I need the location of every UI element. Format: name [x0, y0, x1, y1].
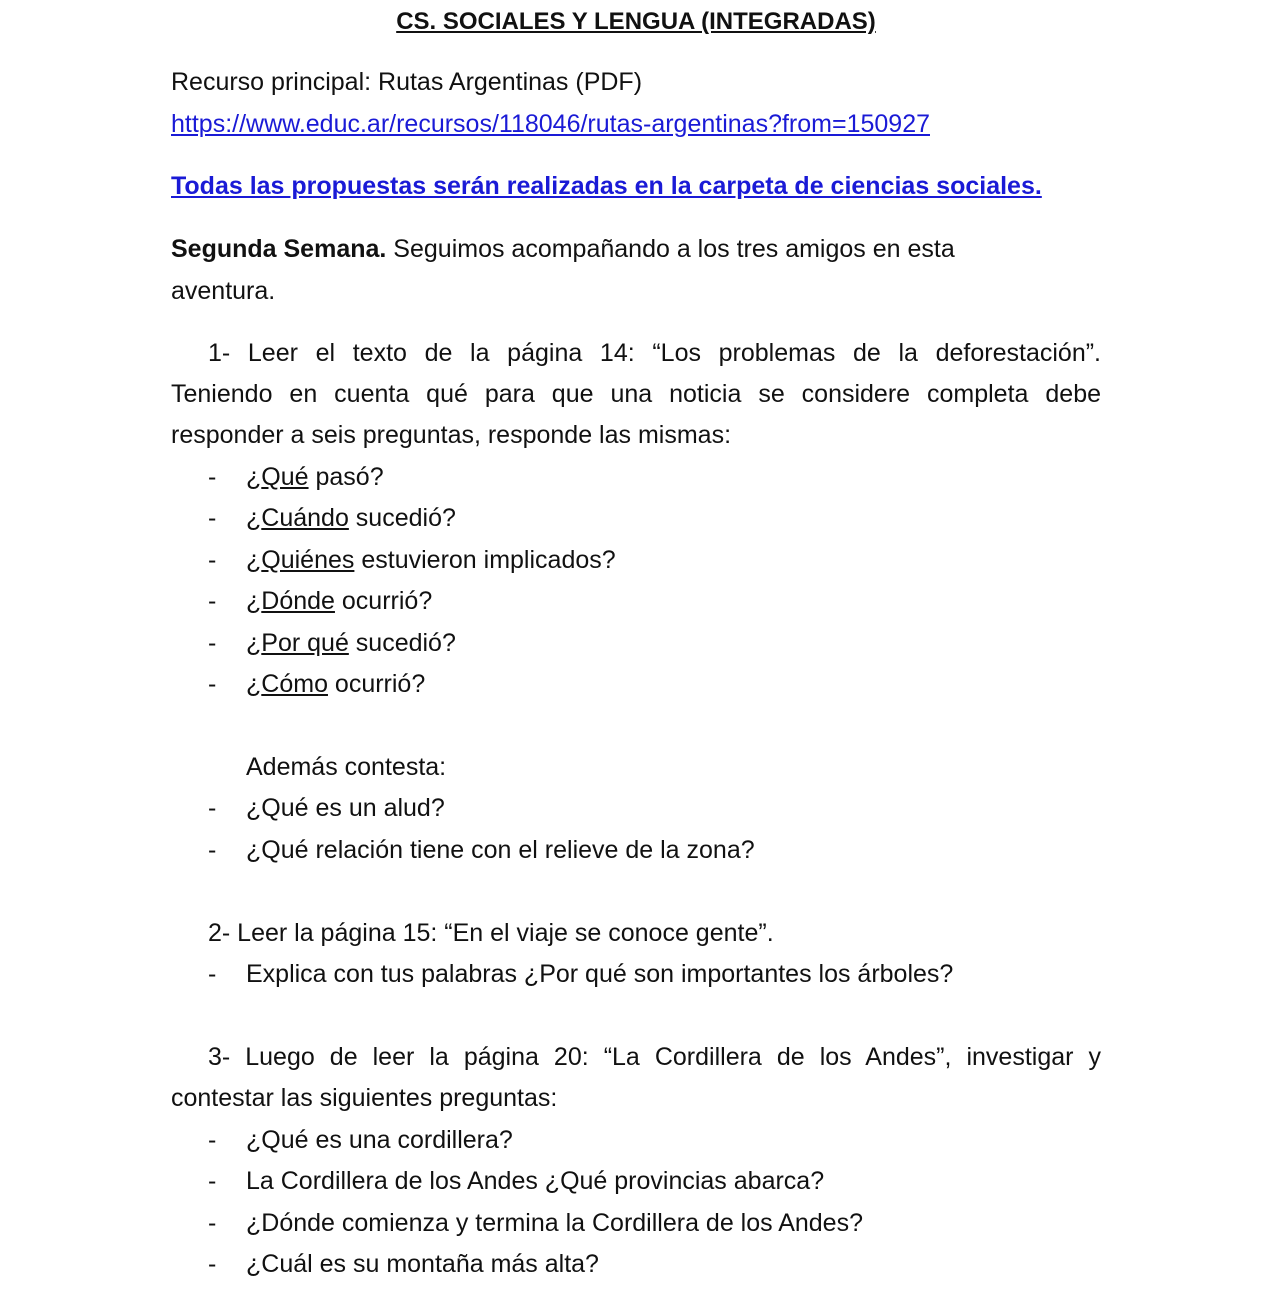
list-item: - Explica con tus palabras ¿Por qué son importantes los árboles? — [208, 960, 954, 988]
list-item: - ¿Cuándo sucedió? — [208, 504, 456, 532]
question-keyword: Por qué — [261, 629, 349, 657]
activity3-line-2: contestar las siguientes preguntas: — [171, 1084, 558, 1112]
resource-link[interactable]: https://www.educ.ar/recursos/118046/rutas-argentinas?from=150927 — [171, 110, 930, 138]
bullet-dash: - — [208, 1209, 217, 1237]
list-item: - ¿Por qué sucedió? — [208, 629, 456, 657]
resource-label: Recurso principal: Rutas Argentinas (PDF) — [171, 68, 643, 96]
list-item: - ¿Cuál es su montaña más alta? — [208, 1250, 599, 1278]
question-keyword: Qué — [261, 463, 309, 491]
bullet-dash: - — [208, 629, 217, 657]
activity1-line-2: Teniendo en cuenta qué para que una noticia se considere completa debe — [171, 380, 1101, 408]
list-item: - ¿Dónde ocurrió? — [208, 587, 433, 615]
list-item: - ¿Qué pasó? — [208, 463, 384, 491]
question-keyword: Cuándo — [261, 504, 349, 532]
bullet-dash: - — [208, 1167, 217, 1195]
list-item: - ¿Qué es una cordillera? — [208, 1126, 513, 1154]
intro-week-label: Segunda Semana. — [171, 235, 387, 263]
question-keyword: Cómo — [261, 670, 328, 698]
list-item: - ¿Cómo ocurrió? — [208, 670, 426, 698]
bullet-dash: - — [208, 463, 217, 491]
activity1-line-3: responder a seis preguntas, responde las mismas: — [171, 421, 732, 449]
bullet-dash: - — [208, 836, 217, 864]
intro-line-1 — [171, 233, 955, 265]
bullet-dash: - — [208, 1126, 217, 1154]
list-item: - ¿Qué es un alud? — [208, 794, 445, 822]
extra-label: Además contesta: — [246, 753, 447, 781]
bullet-dash: - — [208, 1250, 217, 1278]
activity3-line-1: 3- Luego de leer la página 20: “La Cordillera de los Andes”, investigar y — [208, 1043, 1101, 1071]
activity1-line-1: 1- Leer el texto de la página 14: “Los problemas de la deforestación”. — [208, 339, 1101, 367]
list-item: - ¿Dónde comienza y termina la Cordillera de los Andes? — [208, 1209, 863, 1237]
intro-line-2: aventura. — [171, 277, 276, 305]
bullet-dash: - — [208, 670, 217, 698]
bullet-dash: - — [208, 546, 217, 574]
list-item: - La Cordillera de los Andes ¿Qué provincias abarca? — [208, 1167, 825, 1195]
bullet-dash: - — [208, 960, 217, 988]
bullet-dash: - — [208, 587, 217, 615]
question-keyword: Dónde — [261, 587, 335, 615]
activity2-line-1: 2- Leer la página 15: “En el viaje se conoce gente”. — [208, 919, 774, 947]
question-keyword: Quiénes — [261, 546, 355, 574]
list-item: - ¿Qué relación tiene con el relieve de la zona? — [208, 836, 755, 864]
list-item: - ¿Quiénes estuvieron implicados? — [208, 546, 616, 574]
notice-text: Todas las propuestas serán realizadas en la carpeta de ciencias sociales. — [171, 172, 1042, 200]
bullet-dash: - — [208, 504, 217, 532]
intro-text: Seguimos acompañando a los tres amigos en esta — [386, 235, 955, 263]
bullet-dash: - — [208, 794, 217, 822]
document-title: CS. SOCIALES Y LENGUA (INTEGRADAS) — [396, 8, 876, 35]
